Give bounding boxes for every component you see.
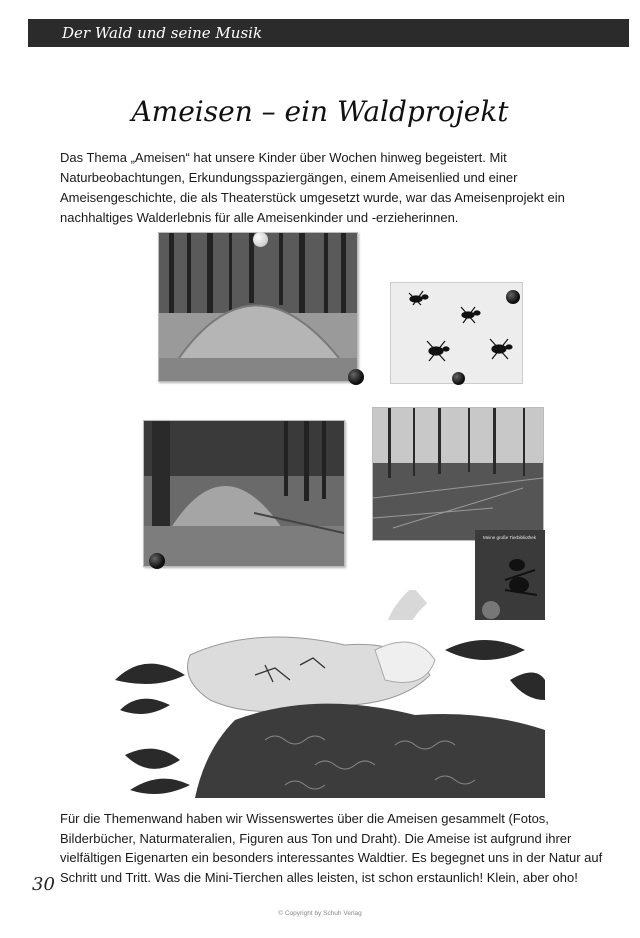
pin-dark [452, 372, 465, 385]
photo-anthill-forest [158, 232, 358, 382]
closing-paragraph: Für die Themenwand haben wir Wissenswertes über die Ameisen gesammelt (Fotos, Bilderbücher, Naturmateralien, Figuren aus Ton und Draht). Die Ameise ist aufgrund ihrer vielfältigen Eigenarten ein besonders interessantes Waldtier. Es begegnet uns in der Natur auf Schritt und Tritt. Was die Mini-Tierchen alles leisten, ist schon erstaunlich! Klein, aber oho! [60, 811, 603, 885]
section-title: Der Wald und seine Musik [62, 24, 263, 42]
pin-light [253, 232, 268, 247]
pin-dark [348, 369, 364, 385]
page-number: 30 [32, 874, 55, 895]
intro-paragraph: Das Thema „Ameisen“ hat unsere Kinder über Wochen hinweg begeistert. Mit Naturbeobachtungen, Erkundungsspaziergängen, einem Ameisenlied und einer Ameisengeschichte, die als Theaterstück umgesetzt wurde, war das Ameisenprojekt ein nachhaltiges Walderlebnis für alle Ameisenkinder und -erzieherinnen. [60, 150, 565, 225]
book-title: Meine große Tierbibliothek [483, 535, 537, 540]
photo-display-table [115, 620, 545, 798]
photo-forest-floor [372, 407, 544, 541]
pin-dark [506, 290, 520, 304]
photo-ant-figures [390, 282, 523, 384]
photo-anthill-tree [143, 420, 345, 567]
pin-dark [149, 553, 165, 569]
copyright-notice: © Copyright by Schuh Verlag [278, 910, 362, 917]
book-cover [475, 530, 545, 630]
page-title: Ameisen – ein Waldprojekt [131, 95, 509, 128]
section-header-bar [28, 19, 629, 47]
